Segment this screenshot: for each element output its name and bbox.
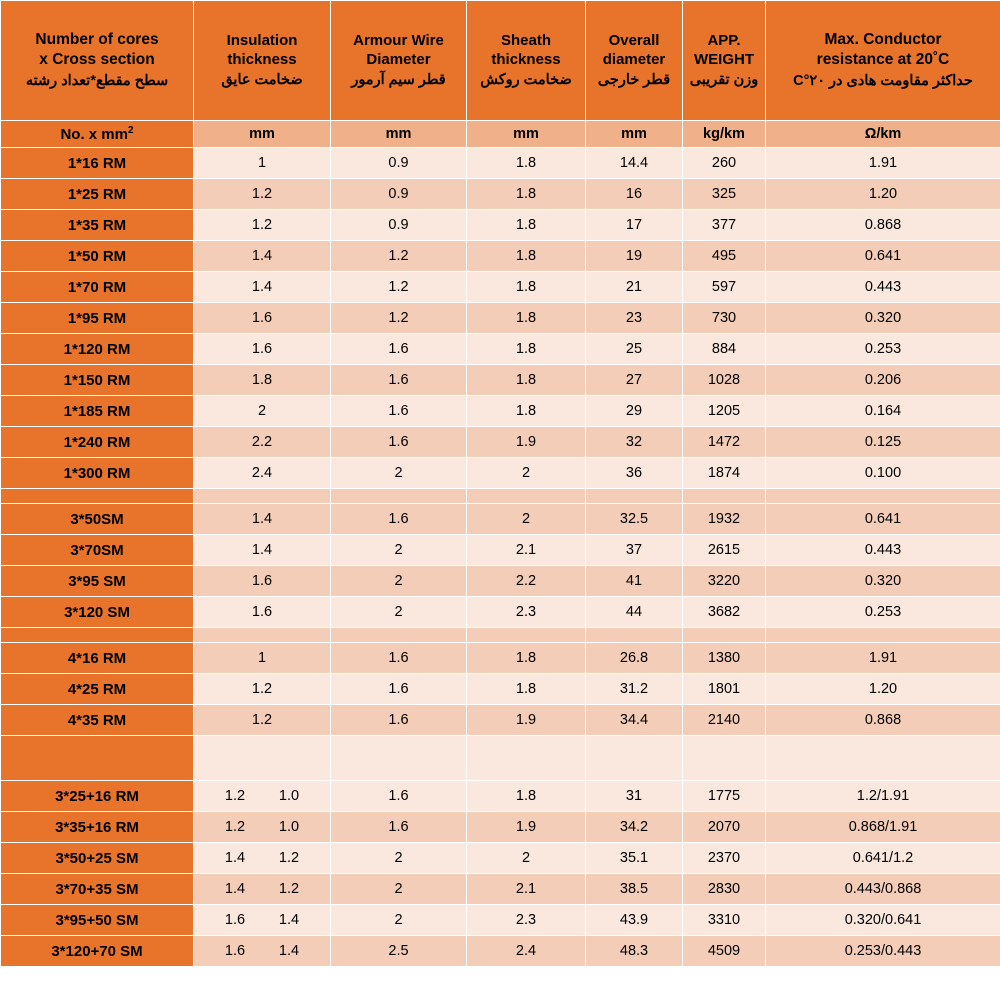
cell-sheath-thickness: 2.1 (467, 535, 586, 566)
cell-insulation-thickness (194, 936, 331, 967)
table-body (1, 148, 1000, 967)
cell-app-weight: 1028 (683, 365, 766, 396)
cell-sheath-thickness: 1.8 (467, 365, 586, 396)
cell-sheath-thickness: 1.8 (467, 148, 586, 179)
cell-armour-wire-diameter: 0.9 (331, 148, 467, 179)
cell-sheath-thickness: 2 (467, 843, 586, 874)
cell-sheath-thickness: 1.8 (467, 210, 586, 241)
cell-insulation-thickness (194, 812, 331, 843)
table-spacer-row (1, 628, 1000, 643)
cell-overall-diameter: 34.4 (586, 705, 683, 736)
spacer-cell (331, 489, 467, 504)
cell-overall-diameter: 34.2 (586, 812, 683, 843)
table-row (1, 179, 1000, 210)
spacer-cell (766, 736, 1000, 781)
cell-sheath-thickness: 2.3 (467, 597, 586, 628)
header-en-line2: thickness (491, 50, 561, 68)
header-fa: سطح مقطع*تعداد رشته (25, 72, 169, 89)
unit-weight: kg/km (683, 121, 766, 148)
cell-app-weight: 377 (683, 210, 766, 241)
cell-overall-diameter: 31 (586, 781, 683, 812)
cell-max-conductor-resistance: 0.868 (766, 705, 1000, 736)
insulation-secondary: 1.0 (278, 788, 300, 804)
table-row (1, 812, 1000, 843)
cell-cores-cross-section: 4*25 RM (1, 674, 194, 705)
spacer-label-cell (1, 736, 194, 781)
cell-insulation-thickness: 1.8 (194, 365, 331, 396)
cell-sheath-thickness: 1.8 (467, 643, 586, 674)
cell-insulation-thickness: 2.4 (194, 458, 331, 489)
spacer-cell (331, 736, 467, 781)
cell-max-conductor-resistance: 0.868/1.91 (766, 812, 1000, 843)
header-cell-sheath-thickness (467, 1, 586, 121)
table-row (1, 535, 1000, 566)
cell-armour-wire-diameter: 1.6 (331, 334, 467, 365)
insulation-split (194, 788, 330, 804)
table-row (1, 210, 1000, 241)
spacer-cell (683, 736, 766, 781)
table-row (1, 674, 1000, 705)
spacer-cell (586, 736, 683, 781)
spacer-label-cell (1, 489, 194, 504)
header-en-line1: APP. (707, 31, 741, 49)
cell-max-conductor-resistance: 1.2/1.91 (766, 781, 1000, 812)
spacer-cell (331, 628, 467, 643)
cell-max-conductor-resistance: 0.641/1.2 (766, 843, 1000, 874)
cell-insulation-thickness (194, 843, 331, 874)
cell-sheath-thickness: 1.8 (467, 781, 586, 812)
cell-app-weight: 884 (683, 334, 766, 365)
cell-app-weight: 1775 (683, 781, 766, 812)
header-en-line1: Number of cores (35, 30, 159, 48)
cell-cores-cross-section: 3*70SM (1, 535, 194, 566)
cell-overall-diameter: 44 (586, 597, 683, 628)
cell-max-conductor-resistance: 1.91 (766, 643, 1000, 674)
insulation-primary: 1.4 (224, 850, 246, 866)
cell-sheath-thickness: 1.9 (467, 427, 586, 458)
header-en-line1: Armour Wire (353, 31, 444, 49)
cell-app-weight: 1472 (683, 427, 766, 458)
header-en-line2: resistance at 20˚C (816, 50, 950, 68)
cell-max-conductor-resistance: 1.20 (766, 179, 1000, 210)
cell-max-conductor-resistance: 0.253 (766, 334, 1000, 365)
cell-overall-diameter: 35.1 (586, 843, 683, 874)
header-en-line2: WEIGHT (694, 50, 754, 68)
cell-cores-cross-section: 3*50SM (1, 504, 194, 535)
spacer-cell (766, 489, 1000, 504)
header-cell-armour-wire-diameter (331, 1, 467, 121)
cell-insulation-thickness: 1 (194, 643, 331, 674)
cell-max-conductor-resistance: 0.253/0.443 (766, 936, 1000, 967)
cell-insulation-thickness: 1.2 (194, 674, 331, 705)
cell-insulation-thickness: 1.6 (194, 303, 331, 334)
cell-sheath-thickness: 1.9 (467, 812, 586, 843)
cell-max-conductor-resistance: 0.641 (766, 241, 1000, 272)
insulation-split (194, 850, 330, 866)
header-cell-insulation-thickness (194, 1, 331, 121)
cell-sheath-thickness: 1.9 (467, 705, 586, 736)
cell-cores-cross-section: 1*25 RM (1, 179, 194, 210)
header-en-line2: thickness (227, 50, 297, 68)
table-spacer-row (1, 489, 1000, 504)
insulation-primary: 1.4 (224, 881, 246, 897)
cell-cores-cross-section: 3*70+35 SM (1, 874, 194, 905)
cell-armour-wire-diameter: 1.6 (331, 396, 467, 427)
unit-sheath: mm (467, 121, 586, 148)
table-row (1, 272, 1000, 303)
cell-armour-wire-diameter: 2.5 (331, 936, 467, 967)
spacer-cell (586, 628, 683, 643)
spacer-cell (194, 489, 331, 504)
table-row (1, 705, 1000, 736)
cell-sheath-thickness: 1.8 (467, 272, 586, 303)
cell-overall-diameter: 43.9 (586, 905, 683, 936)
cell-armour-wire-diameter: 2 (331, 535, 467, 566)
header-row (1, 1, 1000, 121)
cell-app-weight: 2615 (683, 535, 766, 566)
cell-insulation-thickness: 1.4 (194, 241, 331, 272)
cell-overall-diameter: 26.8 (586, 643, 683, 674)
cell-insulation-thickness (194, 874, 331, 905)
cell-overall-diameter: 32.5 (586, 504, 683, 535)
unit-diameter: mm (586, 121, 683, 148)
insulation-split (194, 912, 330, 928)
cell-cores-cross-section: 1*35 RM (1, 210, 194, 241)
units-row (1, 121, 1000, 148)
cell-cores-cross-section: 1*95 RM (1, 303, 194, 334)
cell-armour-wire-diameter: 1.6 (331, 365, 467, 396)
cell-overall-diameter: 25 (586, 334, 683, 365)
cell-armour-wire-diameter: 1.6 (331, 705, 467, 736)
cell-armour-wire-diameter: 0.9 (331, 179, 467, 210)
cell-cores-cross-section: 3*120+70 SM (1, 936, 194, 967)
cell-max-conductor-resistance: 0.320 (766, 566, 1000, 597)
spacer-cell (194, 628, 331, 643)
unit-size (1, 121, 194, 148)
cell-overall-diameter: 41 (586, 566, 683, 597)
unit-insulation: mm (194, 121, 331, 148)
cell-cores-cross-section: 4*16 RM (1, 643, 194, 674)
cell-armour-wire-diameter: 2 (331, 566, 467, 597)
cell-sheath-thickness: 2.2 (467, 566, 586, 597)
spacer-cell (683, 628, 766, 643)
cell-app-weight: 325 (683, 179, 766, 210)
insulation-secondary: 1.4 (278, 912, 300, 928)
cell-armour-wire-diameter: 1.6 (331, 781, 467, 812)
cell-app-weight: 1380 (683, 643, 766, 674)
table-row (1, 365, 1000, 396)
unit-size-text: No. x mm (60, 126, 128, 143)
cell-overall-diameter: 37 (586, 535, 683, 566)
cell-cores-cross-section: 3*120 SM (1, 597, 194, 628)
header-en-line2: x Cross section (39, 50, 155, 68)
header-cell-overall-diameter (586, 1, 683, 121)
cell-armour-wire-diameter: 1.6 (331, 674, 467, 705)
header-en-line1: Overall (608, 31, 660, 49)
cell-sheath-thickness: 2 (467, 458, 586, 489)
cell-sheath-thickness: 2.3 (467, 905, 586, 936)
cell-cores-cross-section: 1*50 RM (1, 241, 194, 272)
cell-insulation-thickness: 1.2 (194, 210, 331, 241)
insulation-split (194, 943, 330, 959)
cell-app-weight: 1205 (683, 396, 766, 427)
cell-armour-wire-diameter: 1.6 (331, 643, 467, 674)
cell-insulation-thickness: 1.2 (194, 705, 331, 736)
cell-max-conductor-resistance: 1.20 (766, 674, 1000, 705)
cell-app-weight: 1874 (683, 458, 766, 489)
table-row (1, 396, 1000, 427)
cell-max-conductor-resistance: 0.443 (766, 535, 1000, 566)
spacer-cell (467, 736, 586, 781)
cell-cores-cross-section: 3*95+50 SM (1, 905, 194, 936)
insulation-secondary: 1.2 (278, 850, 300, 866)
cell-cores-cross-section: 1*185 RM (1, 396, 194, 427)
cell-cores-cross-section: 1*300 RM (1, 458, 194, 489)
cell-insulation-thickness: 1.2 (194, 179, 331, 210)
cell-app-weight: 1932 (683, 504, 766, 535)
cell-overall-diameter: 31.2 (586, 674, 683, 705)
cell-overall-diameter: 27 (586, 365, 683, 396)
cell-insulation-thickness: 1.4 (194, 535, 331, 566)
insulation-primary: 1.2 (224, 788, 246, 804)
table-row (1, 334, 1000, 365)
table-row (1, 874, 1000, 905)
cell-app-weight: 260 (683, 148, 766, 179)
cell-app-weight: 2070 (683, 812, 766, 843)
table-row (1, 597, 1000, 628)
header-cell-max-conductor-resistance (766, 1, 1000, 121)
cell-armour-wire-diameter: 1.2 (331, 241, 467, 272)
table-spacer-row (1, 736, 1000, 781)
cell-overall-diameter: 19 (586, 241, 683, 272)
spacer-cell (194, 736, 331, 781)
cell-armour-wire-diameter: 1.2 (331, 272, 467, 303)
cell-insulation-thickness (194, 781, 331, 812)
cell-max-conductor-resistance: 0.443/0.868 (766, 874, 1000, 905)
cell-sheath-thickness: 1.8 (467, 241, 586, 272)
header-en-line2: Diameter (366, 50, 431, 68)
header-cell-app-weight (683, 1, 766, 121)
cell-insulation-thickness: 1.6 (194, 566, 331, 597)
cell-app-weight: 4509 (683, 936, 766, 967)
header-fa: ضخامت عایق (221, 71, 303, 88)
insulation-secondary: 1.2 (278, 881, 300, 897)
cell-max-conductor-resistance: 1.91 (766, 148, 1000, 179)
cell-sheath-thickness: 1.8 (467, 674, 586, 705)
spacer-cell (766, 628, 1000, 643)
cell-sheath-thickness: 2.1 (467, 874, 586, 905)
unit-size-exponent: 2 (127, 125, 134, 136)
cell-insulation-thickness: 1 (194, 148, 331, 179)
cell-armour-wire-diameter: 2 (331, 597, 467, 628)
header-fa: قطر سیم آرمور (351, 71, 446, 88)
cell-max-conductor-resistance: 0.320 (766, 303, 1000, 334)
table-row (1, 504, 1000, 535)
table-row (1, 566, 1000, 597)
table-row (1, 643, 1000, 674)
cell-sheath-thickness: 1.8 (467, 334, 586, 365)
insulation-primary: 1.6 (224, 912, 246, 928)
cell-max-conductor-resistance: 0.100 (766, 458, 1000, 489)
cell-max-conductor-resistance: 0.641 (766, 504, 1000, 535)
cell-insulation-thickness: 1.6 (194, 334, 331, 365)
cell-cores-cross-section: 3*25+16 RM (1, 781, 194, 812)
cell-max-conductor-resistance: 0.125 (766, 427, 1000, 458)
table-row (1, 905, 1000, 936)
cell-sheath-thickness: 1.8 (467, 396, 586, 427)
cell-armour-wire-diameter: 2 (331, 874, 467, 905)
cell-overall-diameter: 16 (586, 179, 683, 210)
table-row (1, 303, 1000, 334)
cell-max-conductor-resistance: 0.206 (766, 365, 1000, 396)
table-row (1, 781, 1000, 812)
header-cell-cores-cross-section (1, 1, 194, 121)
cell-armour-wire-diameter: 2 (331, 843, 467, 874)
cell-cores-cross-section: 4*35 RM (1, 705, 194, 736)
cell-overall-diameter: 14.4 (586, 148, 683, 179)
unit-resistance: Ω/km (766, 121, 1000, 148)
cell-overall-diameter: 36 (586, 458, 683, 489)
table-row (1, 843, 1000, 874)
cell-armour-wire-diameter: 1.6 (331, 504, 467, 535)
header-en-line1: Insulation (226, 31, 298, 49)
insulation-split (194, 819, 330, 835)
cell-app-weight: 3310 (683, 905, 766, 936)
cell-app-weight: 495 (683, 241, 766, 272)
cell-overall-diameter: 32 (586, 427, 683, 458)
cell-cores-cross-section: 1*150 RM (1, 365, 194, 396)
cell-insulation-thickness: 2 (194, 396, 331, 427)
cell-overall-diameter: 21 (586, 272, 683, 303)
cell-sheath-thickness: 1.8 (467, 179, 586, 210)
cell-insulation-thickness: 2.2 (194, 427, 331, 458)
cell-armour-wire-diameter: 2 (331, 458, 467, 489)
spacer-cell (467, 489, 586, 504)
spacer-label-cell (1, 628, 194, 643)
cell-armour-wire-diameter: 0.9 (331, 210, 467, 241)
insulation-primary: 1.6 (224, 943, 246, 959)
cell-overall-diameter: 48.3 (586, 936, 683, 967)
cell-max-conductor-resistance: 0.443 (766, 272, 1000, 303)
spacer-cell (586, 489, 683, 504)
cell-armour-wire-diameter: 1.6 (331, 812, 467, 843)
table-row (1, 148, 1000, 179)
cell-insulation-thickness: 1.6 (194, 597, 331, 628)
cell-cores-cross-section: 3*50+25 SM (1, 843, 194, 874)
cell-armour-wire-diameter: 1.2 (331, 303, 467, 334)
header-en-line1: Max. Conductor (824, 30, 942, 48)
cell-sheath-thickness: 1.8 (467, 303, 586, 334)
insulation-split (194, 881, 330, 897)
cell-cores-cross-section: 1*16 RM (1, 148, 194, 179)
table-row (1, 427, 1000, 458)
cell-overall-diameter: 17 (586, 210, 683, 241)
cell-cores-cross-section: 1*120 RM (1, 334, 194, 365)
cell-max-conductor-resistance: 0.253 (766, 597, 1000, 628)
cell-max-conductor-resistance: 0.320/0.641 (766, 905, 1000, 936)
cell-sheath-thickness: 2.4 (467, 936, 586, 967)
cell-armour-wire-diameter: 2 (331, 905, 467, 936)
table-header (1, 1, 1000, 148)
cell-cores-cross-section: 1*70 RM (1, 272, 194, 303)
header-fa: قطر خارجی (597, 71, 671, 88)
spacer-cell (683, 489, 766, 504)
cell-app-weight: 597 (683, 272, 766, 303)
unit-armour: mm (331, 121, 467, 148)
cell-app-weight: 2370 (683, 843, 766, 874)
cell-app-weight: 3220 (683, 566, 766, 597)
cell-app-weight: 3682 (683, 597, 766, 628)
table-row (1, 936, 1000, 967)
cell-insulation-thickness: 1.4 (194, 272, 331, 303)
table-row (1, 458, 1000, 489)
cell-app-weight: 1801 (683, 674, 766, 705)
cell-max-conductor-resistance: 0.164 (766, 396, 1000, 427)
cell-overall-diameter: 23 (586, 303, 683, 334)
cell-max-conductor-resistance: 0.868 (766, 210, 1000, 241)
header-fa: وزن تقریبی (689, 71, 759, 88)
cell-insulation-thickness: 1.4 (194, 504, 331, 535)
insulation-secondary: 1.0 (278, 819, 300, 835)
header-fa: حداکثر مقاومت هادی در ۲۰°C (793, 72, 973, 89)
spacer-cell (467, 628, 586, 643)
cell-cores-cross-section: 3*95 SM (1, 566, 194, 597)
insulation-primary: 1.2 (224, 819, 246, 835)
cell-insulation-thickness (194, 905, 331, 936)
header-fa: ضخامت روکش (480, 71, 572, 88)
cell-armour-wire-diameter: 1.6 (331, 427, 467, 458)
cell-cores-cross-section: 3*35+16 RM (1, 812, 194, 843)
cell-sheath-thickness: 2 (467, 504, 586, 535)
insulation-secondary: 1.4 (278, 943, 300, 959)
cell-overall-diameter: 29 (586, 396, 683, 427)
cell-app-weight: 730 (683, 303, 766, 334)
header-en-line1: Sheath (500, 31, 551, 49)
cell-app-weight: 2140 (683, 705, 766, 736)
table-row (1, 241, 1000, 272)
cell-cores-cross-section: 1*240 RM (1, 427, 194, 458)
cell-overall-diameter: 38.5 (586, 874, 683, 905)
header-en-line2: diameter (602, 50, 666, 68)
cell-app-weight: 2830 (683, 874, 766, 905)
